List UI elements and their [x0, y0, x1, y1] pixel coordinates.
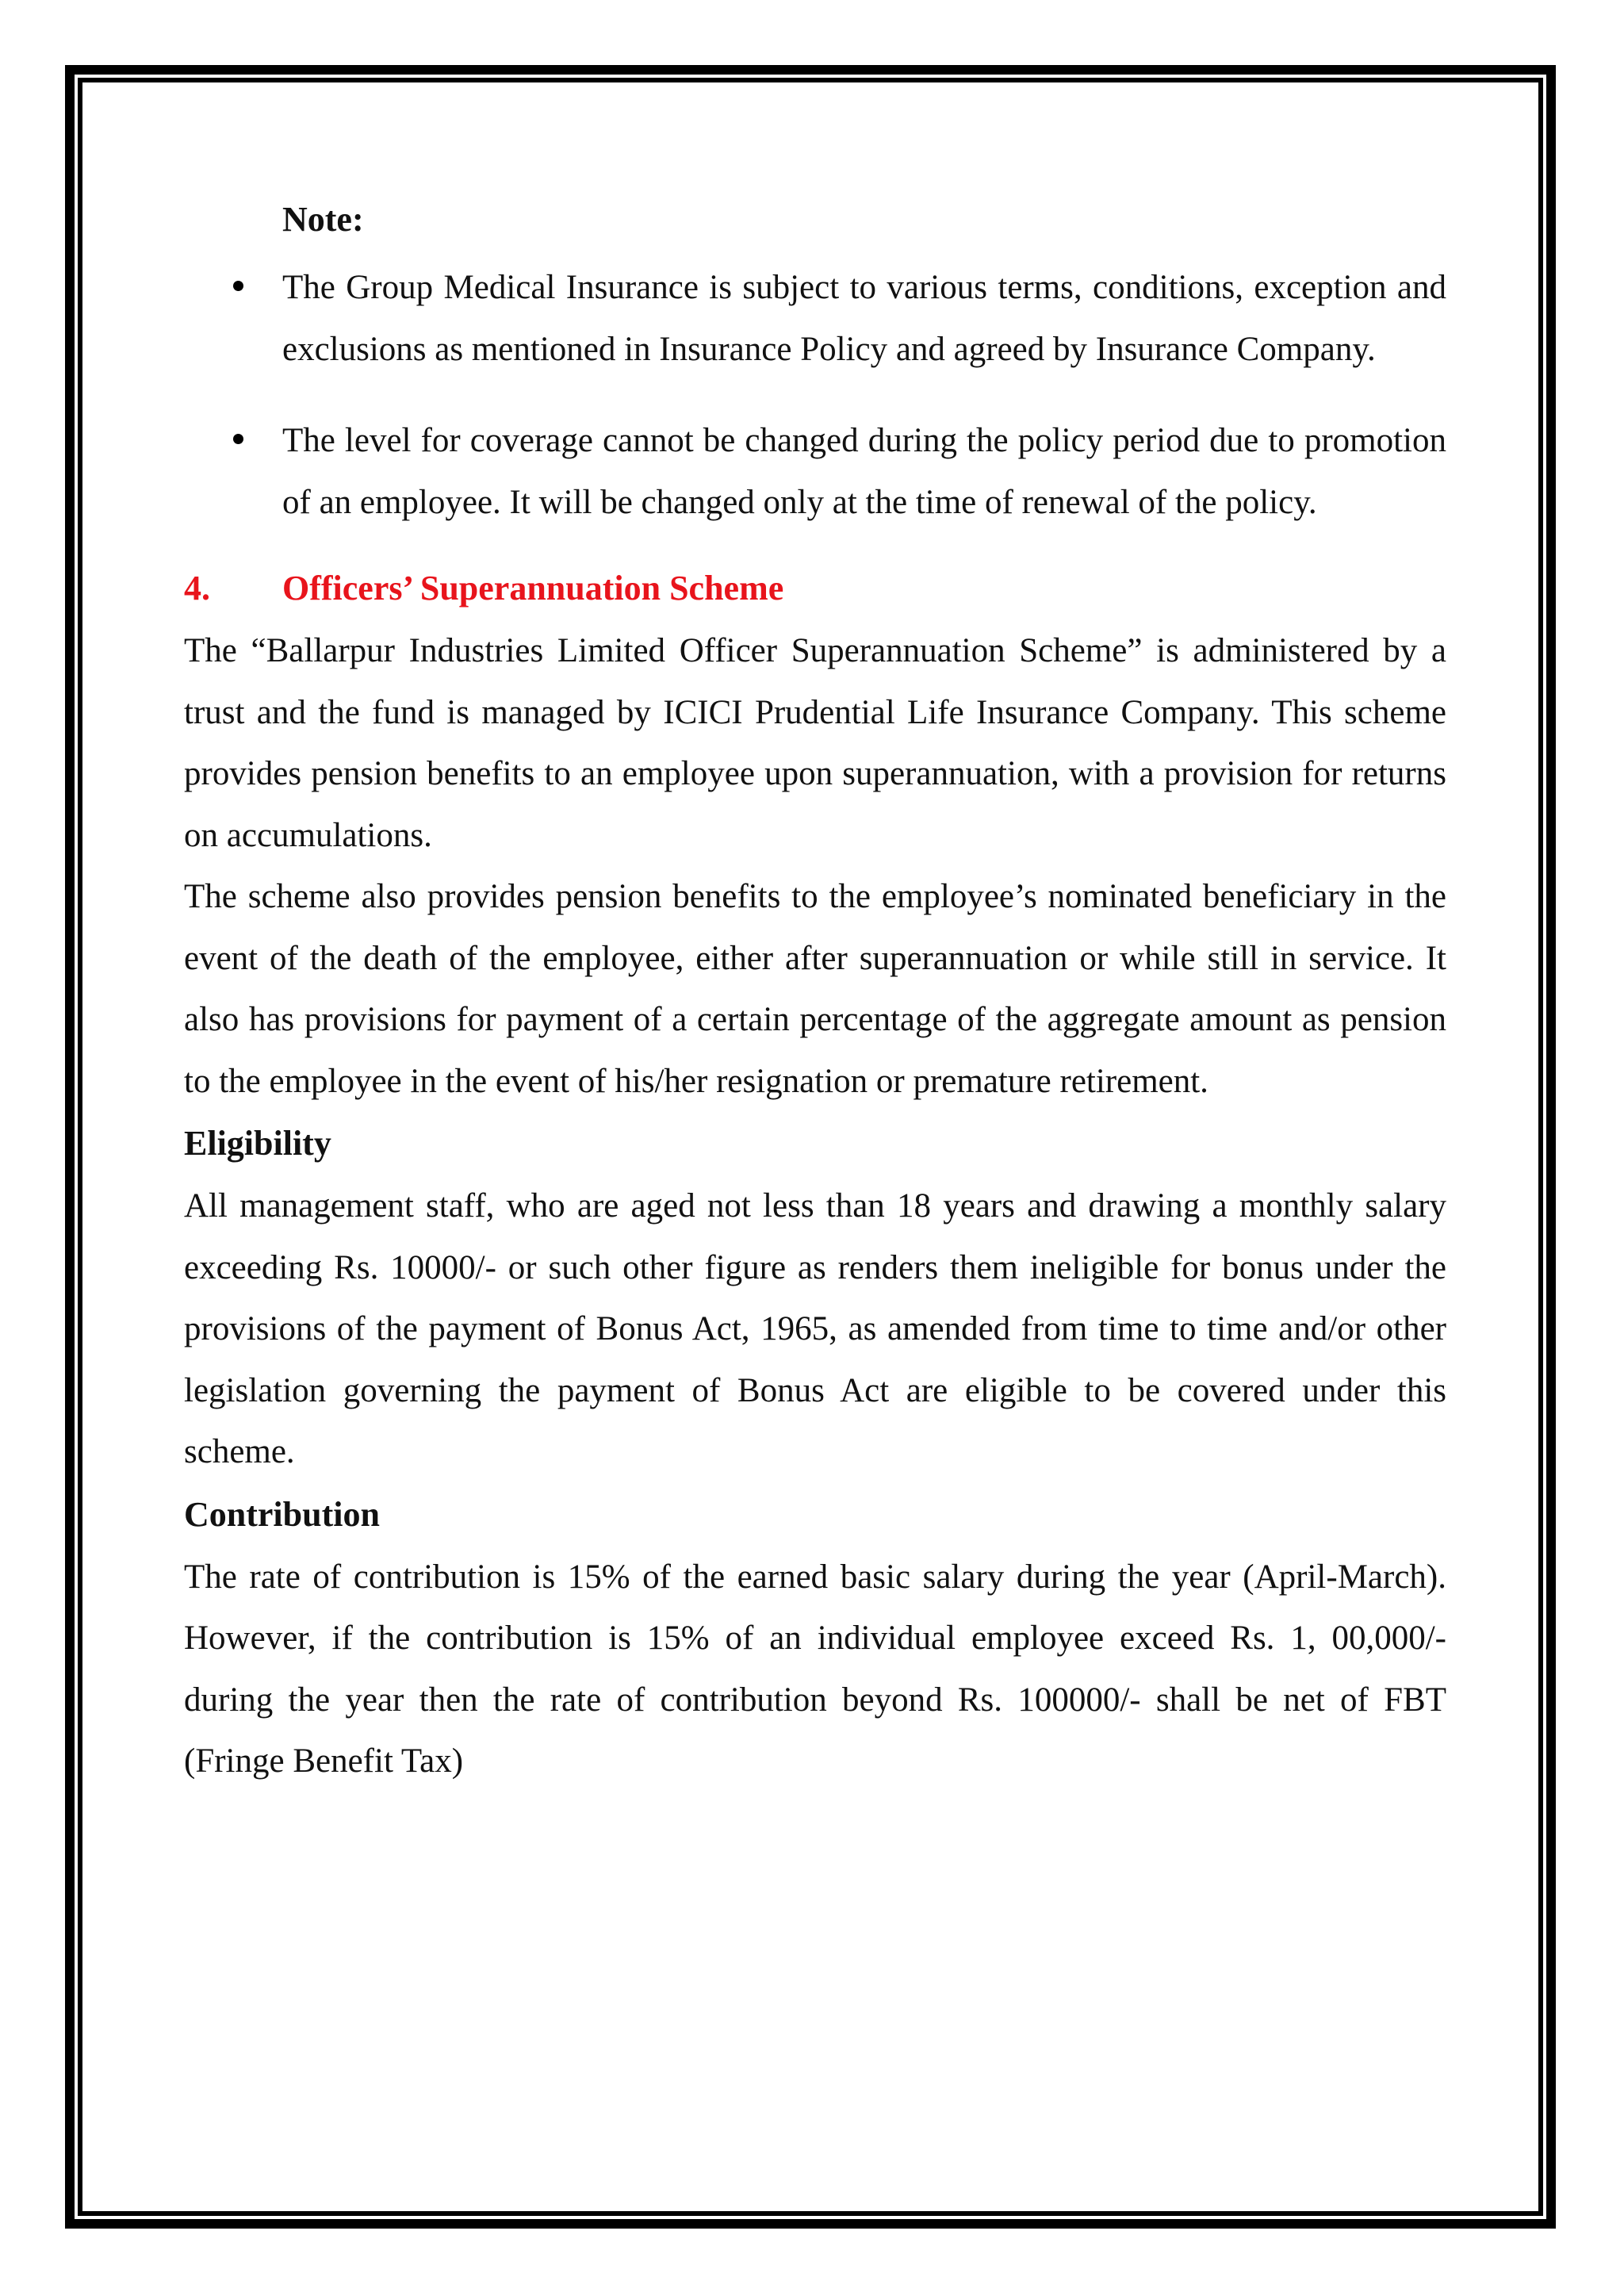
bullet-icon	[233, 281, 243, 291]
note-bullet-item	[184, 257, 1446, 380]
contribution-paragraph: The rate of contribution is 15% of the earned basic salary during the year (April-March). However, if the contribution is 15% of an individual employee exceed Rs. 1, 00,000/- during the year then the rate of contribution beyond Rs. 100000/- shall be net of FBT (Fringe Benefit Tax)	[184, 1558, 1446, 1780]
note-bullet-list	[184, 257, 1446, 533]
document-body	[184, 190, 1446, 1792]
eligibility-paragraph: All management staff, who are aged not less than 18 years and drawing a monthly salary exceeding Rs. 10000/- or such other figure as renders them ineligible for bonus under the provisions of the payment of Bonus Act, 1965, as amended from time to time and/or other legislation governing the payment of Bonus Act are eligible to be covered under this scheme.	[184, 1187, 1446, 1470]
note-bullet-text: The level for coverage cannot be changed during the policy period due to promotion of an employee. It will be changed only at the time of renewal of the policy.	[282, 422, 1446, 521]
note-bullet-text: The Group Medical Insurance is subject to various terms, conditions, exception and exclusions as mentioned in Insurance Policy and agreed by Insurance Company.	[282, 269, 1446, 368]
eligibility-heading: Eligibility	[184, 1124, 331, 1163]
section-heading	[184, 558, 1446, 619]
section-number: 4.	[184, 569, 210, 608]
section-title: Officers’ Superannuation Scheme	[282, 569, 784, 608]
note-bullet-item	[184, 410, 1446, 533]
section-paragraph: The scheme also provides pension benefits to the employee’s nominated beneficiary in the event of the death of the employee, either after superannuation or while still in service. It also has provisions for payment of a certain percentage of the aggregate amount as pension to the employee in the event of his/her resignation or premature retirement.	[184, 878, 1446, 1100]
section-paragraph: The “Ballarpur Industries Limited Officer Superannuation Scheme” is administered by a trust and the fund is managed by ICICI Prudential Life Insurance Company. This scheme provides pension benefits to an employee upon superannuation, with a provision for returns on accumulations.	[184, 632, 1446, 854]
bullet-icon	[233, 434, 243, 444]
contribution-heading: Contribution	[184, 1494, 380, 1534]
note-heading: Note:	[282, 200, 364, 239]
